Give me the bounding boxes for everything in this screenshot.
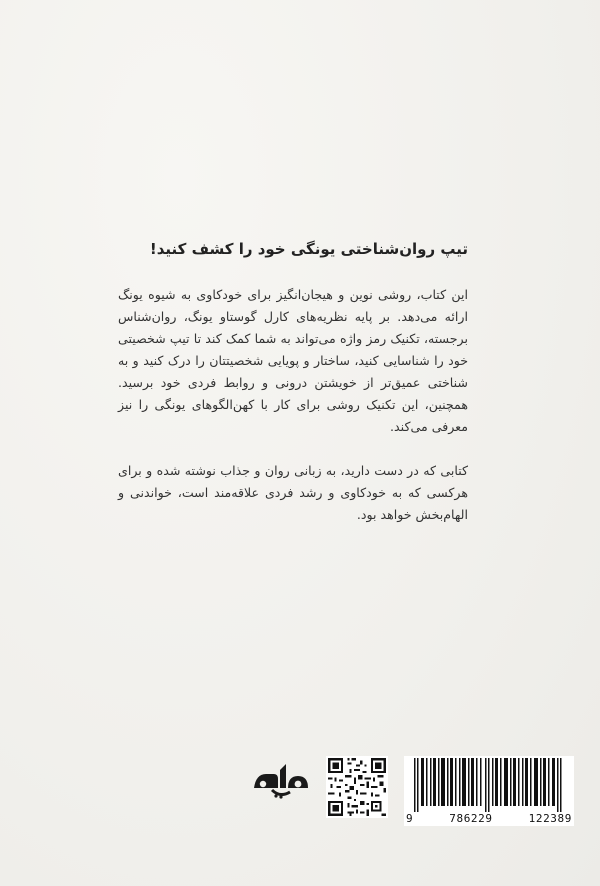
isbn-number	[404, 812, 574, 826]
cover-footer	[0, 752, 600, 848]
isbn-group-2: 122389	[528, 812, 572, 825]
paragraph-2: کتابی که در دست دارید، به زبانی روان و جذاب نوشته شده و برای هرکسی که به خودکاوی و رشد فردی علاقه‌مند است، خواندنی و الهام‌بخش خواهد بود.	[118, 463, 468, 522]
qr-code-icon	[326, 756, 388, 818]
blurb	[118, 240, 468, 548]
publisher-logo-icon	[250, 762, 312, 800]
barcode-icon	[404, 756, 574, 826]
paragraph-1: این کتاب، روشی نوین و هیجان‌انگیز برای خودکاوی به شیوه یونگ ارائه می‌دهد. بر پایه نظریه‌های کارل گوستاو یونگ، روان‌شناس برجسته، تکنیک رمز واژه می‌تواند به شما کمک کند تا تیپ شخصیتی خود را شناسایی کنید، ساختار و پویایی شخصیتتان را درک کنید و به شناختی عمیق‌تر از خویشتن درونی و روابط فردی خود برسید. همچنین، این تکنیک روشی برای کار با کهن‌الگوهای یونگی را نیز معرفی می‌کند.	[118, 287, 468, 434]
isbn-group-1: 786229	[449, 812, 493, 825]
isbn-prefix: 9	[406, 812, 414, 825]
headline: تیپ روان‌شناختی یونگی خود را کشف کنید!	[149, 240, 468, 258]
